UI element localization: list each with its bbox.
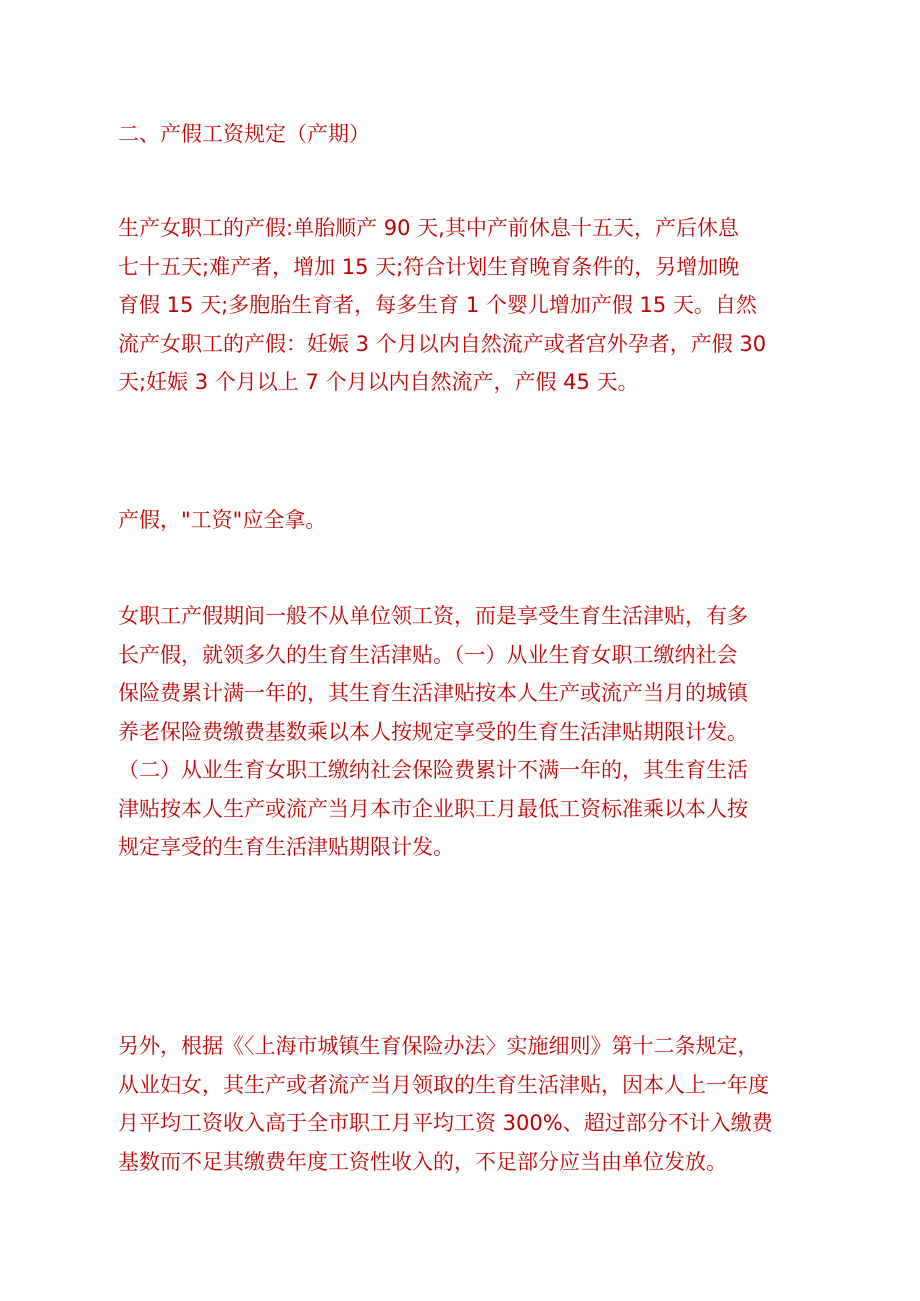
text-line: 育假 15 天;多胞胎生育者，每多生育 1 个婴儿增加产假 15 天。自然 [118, 293, 757, 317]
text-line: 月平均工资收入高于全市职工月平均工资 300%、超过部分不计入缴费 [118, 1111, 773, 1135]
text-line: 基数而不足其缴费年度工资性收入的，不足部分应当由单位发放。 [118, 1149, 727, 1174]
text-line: 规定享受的生育生活津贴期限计发。 [118, 835, 454, 859]
text-line: 保险费累计满一年的，其生育生活津贴按本人生产或流产当月的城镇 [118, 681, 748, 705]
text-line: 七十五天;难产者，增加 15 天;符合计划生育晚育条件的，另增加晚 [118, 254, 740, 279]
text-line: 女职工产假期间一般不从单位领工资，而是享受生育生活津贴，有多 [118, 604, 748, 628]
text-line: 天;妊娠 3 个月以上 7 个月以内自然流产，产假 45 天。 [118, 370, 639, 394]
paragraph-maternity-allowance [118, 597, 838, 867]
text-line: （二）从业生育女职工缴纳社会保险费累计不满一年的，其生育生活 [118, 758, 748, 782]
text-line: 产假，"工资"应全拿。 [118, 508, 327, 532]
text-line: 另外，根据《〈上海市城镇生育保险办法〉实施细则》第十二条规定， [118, 1034, 759, 1058]
text-line: 从业妇女，其生产或者流产当月领取的生育生活津贴，因本人上一年度 [118, 1072, 769, 1097]
section-heading: 二、产假工资规定（产期） [118, 122, 370, 146]
text-line: 养老保险费缴费基数乘以本人按规定享受的生育生活津贴期限计发。 [118, 719, 748, 744]
text-line: 生产女职工的产假:单胎顺产 90 天,其中产前休息十五天，产后休息 [118, 216, 739, 240]
paragraph-maternity-leave-days [118, 209, 838, 402]
text-line: 流产女职工的产假：妊娠 3 个月以内自然流产或者宫外孕者，产假 30 [118, 331, 767, 356]
text-line: 津贴按本人生产或流产当月本市企业职工月最低工资标准乘以本人按 [118, 796, 748, 821]
paragraph-shanghai-rules [118, 1027, 838, 1181]
text-line: 长产假，就领多久的生育生活津贴。（一）从业生育女职工缴纳社会 [118, 642, 738, 667]
paragraph-full-wage [118, 501, 838, 540]
